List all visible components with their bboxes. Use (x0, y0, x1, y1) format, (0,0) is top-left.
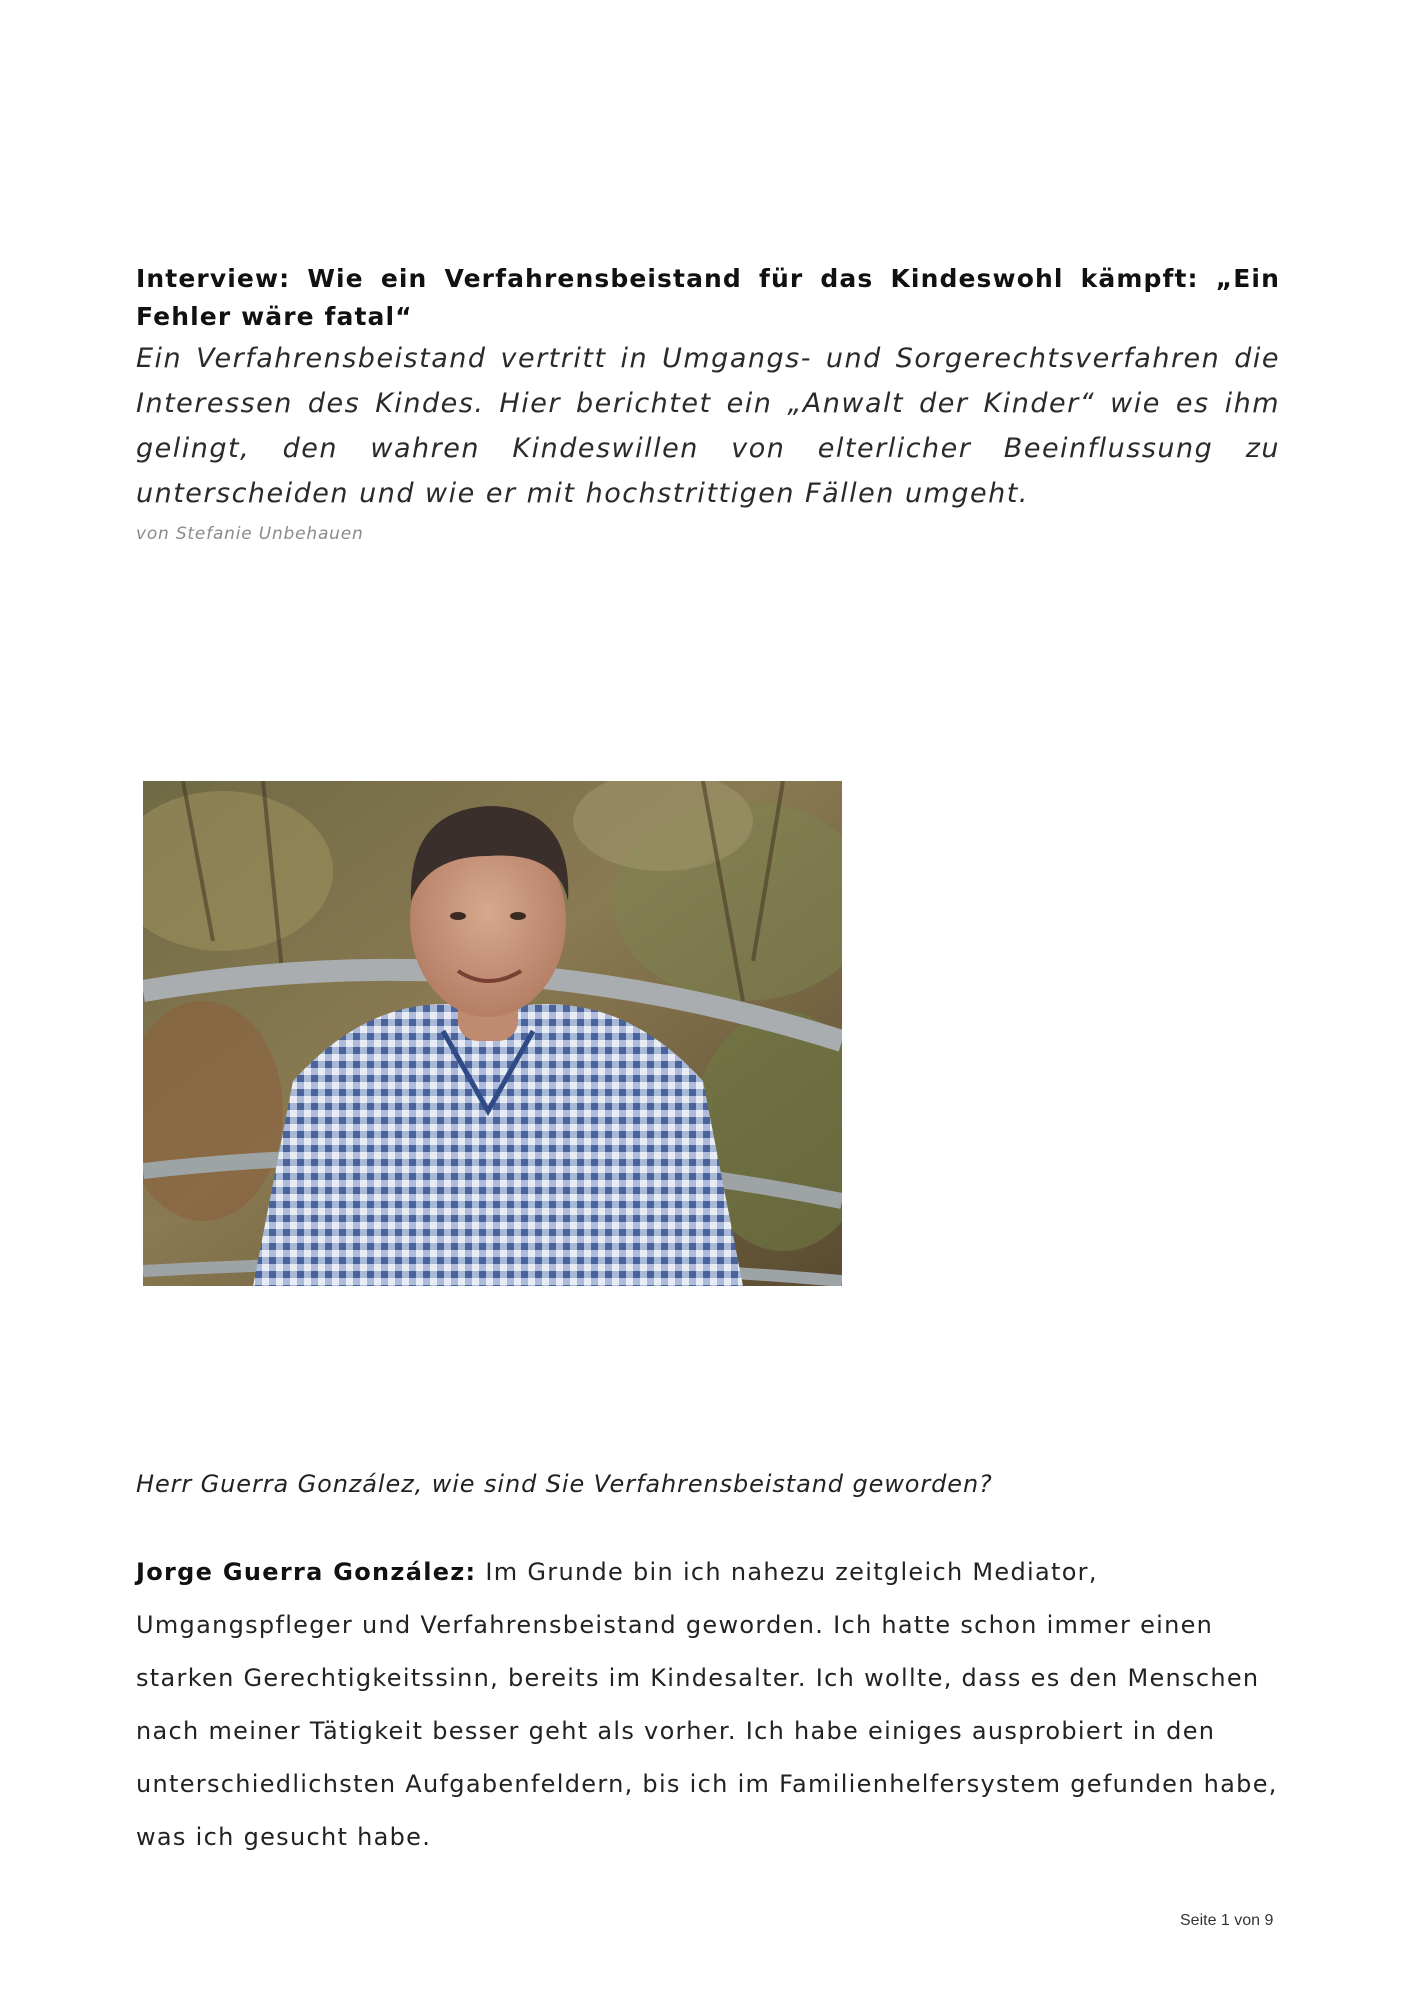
article-lead: Ein Verfahrensbeistand vertritt in Umgangs- und Sorgerechtsverfahren die Interessen des Kindes. Hier berichtet ein „Anwalt der Kinder“ wie es ihm gelingt, den wahren Kindeswillen von elterlicher Beeinflussung zu unterscheiden und wie er mit hochstrittigen Fällen umgeht. (136, 343, 1280, 509)
speaker-name: Jorge Guerra González: (136, 1558, 477, 1586)
interview-answer (136, 1546, 1280, 1864)
portrait-photo (143, 781, 842, 1286)
answer-text: Im Grunde bin ich nahezu zeitgleich Mediator, Umgangspfleger und Verfahrensbeistand geworden. Ich hatte schon immer einen starken Gerechtigkeitssinn, bereits im Kindesalter. Ich wollte, dass es den Menschen nach meiner Tätigkeit besser geht als vorher. Ich habe einiges ausprobiert in den unterschiedlichsten Aufgabenfeldern, bis ich im Familienhelfersystem gefunden habe, was ich gesucht habe. (136, 1558, 1278, 1851)
article-byline: von Stefanie Unbehauen (136, 524, 364, 544)
interview-question: Herr Guerra González, wie sind Sie Verfahrensbeistand geworden? (136, 1470, 993, 1498)
article-headline: Interview: Wie ein Verfahrensbeistand für das Kindeswohl kämpft: „Ein Fehler wäre fatal“ (136, 264, 1280, 331)
page-number: Seite 1 von 9 (1180, 1912, 1274, 1929)
